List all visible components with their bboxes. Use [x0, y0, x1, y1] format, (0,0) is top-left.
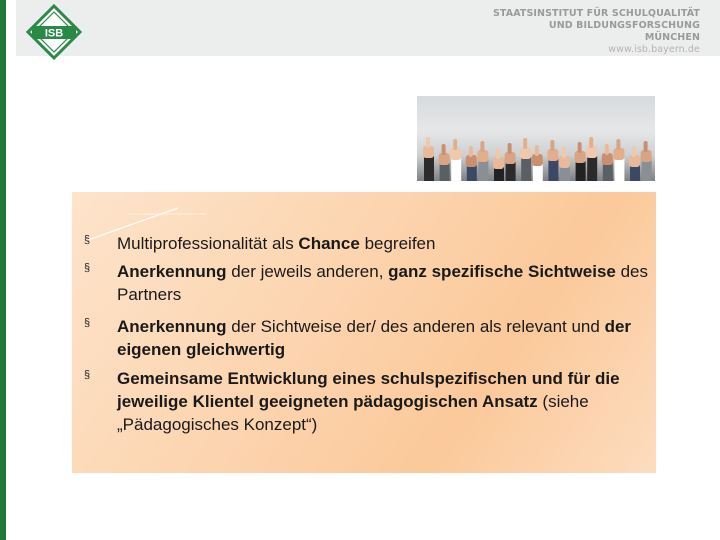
bullet-text-segment: Multiprofessionalität als [117, 234, 299, 253]
institute-website: www.isb.bayern.de [608, 44, 700, 55]
institute-name [493, 8, 700, 56]
thumbs-up-hand [477, 141, 488, 181]
thumbs-up-hand [520, 138, 531, 181]
isb-logo [26, 4, 82, 60]
bullet-text-segment: der eigenen gleichwertig [117, 317, 632, 359]
bullet-text-segment: der jeweils anderen, [226, 262, 389, 281]
institute-line-1: STAATSINSTITUT FÜR SCHULQUALITÄT [492, 8, 700, 19]
section-sign-bullet-icon: § [84, 234, 91, 246]
thumbs-up-hand [602, 144, 613, 181]
section-sign-bullet-icon: § [84, 369, 91, 381]
bullet-text-segment: Gemeinsame Entwicklung eines schulspezifischen und für die jeweilige Klientel geeigneten pädagogischen Ansatz [117, 369, 620, 411]
thumbs-up-hand [547, 140, 558, 181]
section-sign-bullet-icon: § [84, 262, 91, 274]
bullet-text-segment: des Partners [117, 262, 648, 304]
thumbs-up-hand [493, 148, 504, 181]
institute-line-2: UND BILDUNGSFORSCHUNG [548, 20, 700, 31]
thumbs-up-hand [439, 144, 450, 181]
bullet-text-segment: der Sichtweise der/ des anderen als relevant und [226, 317, 605, 336]
bullet-text-segment: Chance [298, 234, 360, 253]
thumbs-up-hand [586, 137, 597, 181]
bullet-text-segment: Anerkennung [117, 262, 227, 281]
logo-text: ISB [44, 27, 64, 40]
bullet-text [117, 260, 652, 306]
section-sign-bullet-icon: § [84, 317, 91, 329]
thumbs-up-hand [450, 139, 461, 181]
bullet-text [117, 315, 652, 361]
thumbs-up-hand [559, 147, 570, 181]
thumbs-up-crowd-photo [417, 96, 655, 181]
thumbs-up-hand [423, 137, 434, 181]
thumbs-up-hand [641, 141, 652, 181]
thumbs-up-hand [532, 145, 543, 181]
thumbs-up-hand [629, 146, 640, 181]
decorative-line [88, 204, 208, 244]
thumbs-up-hand [466, 146, 477, 181]
bullet-text-segment: (siehe „Pädagogisches Konzept“) [117, 392, 589, 434]
left-accent-stripe [0, 0, 6, 540]
thumbs-up-hand [613, 139, 624, 181]
bullet-text-segment: Anerkennung [117, 317, 227, 336]
bullet-text [117, 367, 652, 436]
bullet-text-segment: begreifen [359, 234, 436, 253]
thumbs-up-hand [575, 142, 586, 181]
institute-line-3: MÜNCHEN [644, 32, 700, 43]
thumbs-up-hand [505, 143, 516, 181]
bullet-text-segment: ganz spezifische Sichtweise [388, 262, 616, 281]
